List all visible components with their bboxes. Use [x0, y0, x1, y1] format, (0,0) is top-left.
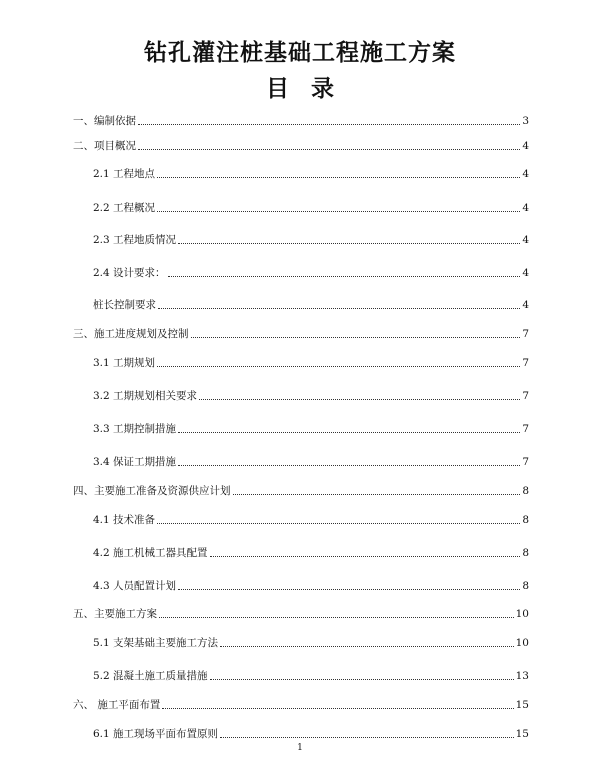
toc-entry-page: 13 — [515, 670, 529, 682]
toc-entry-label: 2.3 工程地质情况 — [93, 234, 177, 246]
toc-entry-page: 4 — [522, 299, 529, 311]
dot-leader — [178, 432, 520, 433]
toc-entry-label: 4.2 施工机械工器具配置 — [93, 547, 208, 559]
toc-entry[interactable] — [73, 325, 529, 341]
toc-entry[interactable] — [93, 725, 529, 741]
toc-entry-label: 5.1 支架基础主要施工方法 — [93, 637, 219, 649]
toc-entry-label: 四、主要施工准备及资源供应计划 — [73, 485, 231, 497]
toc-entry-label: 2.4 设计要求： — [93, 267, 166, 279]
toc-entry[interactable] — [93, 354, 529, 370]
dot-leader — [233, 494, 521, 495]
toc-entry[interactable] — [73, 482, 529, 498]
toc-entry[interactable] — [93, 387, 529, 403]
dot-leader — [220, 737, 514, 738]
document-title: 钻孔灌注桩基础工程施工方案 — [144, 40, 456, 66]
toc-entry[interactable] — [93, 296, 529, 312]
dot-leader — [210, 679, 514, 680]
dot-leader — [210, 556, 521, 557]
toc-entry-label: 4.1 技术准备 — [93, 514, 156, 526]
toc-entry-page: 7 — [522, 456, 529, 468]
toc-entry-label: 一、编制依据 — [73, 115, 136, 127]
toc-entry[interactable] — [93, 165, 529, 181]
dot-leader — [138, 124, 520, 125]
dot-leader — [157, 211, 520, 212]
toc-entry-label: 5.2 混凝土施工质量措施 — [93, 670, 208, 682]
dot-leader — [157, 523, 520, 524]
toc-entry-label: 二、项目概况 — [73, 140, 136, 152]
dot-leader — [191, 337, 521, 338]
toc-entry[interactable] — [73, 137, 529, 153]
dot-leader — [138, 149, 520, 150]
toc-entry-label: 2.2 工程概况 — [93, 202, 156, 214]
toc-entry-page: 7 — [522, 423, 529, 435]
toc-entry[interactable] — [73, 605, 529, 621]
toc-entry-page: 8 — [522, 514, 529, 526]
toc-entry-page: 3 — [522, 115, 529, 127]
dot-leader — [199, 399, 520, 400]
toc-entry[interactable] — [73, 112, 529, 128]
toc-entry[interactable] — [93, 264, 529, 280]
toc-entry[interactable] — [93, 231, 529, 247]
toc-entry-page: 4 — [522, 140, 529, 152]
toc-entry-label: 三、施工进度规划及控制 — [73, 328, 189, 340]
dot-leader — [157, 177, 520, 178]
dot-leader — [168, 276, 521, 277]
toc-entry-label: 桩长控制要求 — [93, 299, 156, 311]
toc-entry-label: 2.1 工程地点 — [93, 168, 156, 180]
page-number: 1 — [297, 743, 303, 753]
toc-entry-page: 7 — [522, 357, 529, 369]
toc-entry-page: 8 — [522, 547, 529, 559]
dot-leader — [178, 465, 520, 466]
toc-entry-label: 六、 施工平面布置 — [73, 699, 161, 711]
toc-entry-page: 15 — [515, 699, 529, 711]
dot-leader — [158, 308, 520, 309]
toc-entry[interactable] — [93, 577, 529, 593]
toc-entry-page: 7 — [522, 328, 529, 340]
toc-entry[interactable] — [93, 634, 529, 650]
dot-leader — [178, 589, 520, 590]
dot-leader — [178, 243, 520, 244]
toc-entry-page: 7 — [522, 390, 529, 402]
toc-entry-label: 4.3 人员配置计划 — [93, 580, 177, 592]
toc-entry-page: 4 — [522, 267, 529, 279]
dot-leader — [162, 708, 513, 709]
toc-entry[interactable] — [93, 667, 529, 683]
toc-entry[interactable] — [93, 544, 529, 560]
toc-entry-page: 4 — [522, 202, 529, 214]
toc-entry-label: 6.1 施工现场平面布置原则 — [93, 728, 219, 740]
toc-entry[interactable] — [73, 696, 529, 712]
toc-entry-label: 五、主要施工方案 — [73, 608, 157, 620]
dot-leader — [159, 617, 514, 618]
toc-entry[interactable] — [93, 511, 529, 527]
dot-leader — [157, 366, 520, 367]
toc-entry-page: 8 — [522, 485, 529, 497]
toc-entry-page: 15 — [515, 728, 529, 740]
toc-entry-label: 3.2 工期规划相关要求 — [93, 390, 198, 402]
toc-entry-page: 10 — [515, 637, 529, 649]
toc-entry[interactable] — [93, 199, 529, 215]
toc-entry-label: 3.1 工期规划 — [93, 357, 156, 369]
toc-entry[interactable] — [93, 420, 529, 436]
toc-entry-label: 3.3 工期控制措施 — [93, 423, 177, 435]
toc-entry-page: 4 — [522, 234, 529, 246]
toc-entry-page: 4 — [522, 168, 529, 180]
toc-entry-label: 3.4 保证工期措施 — [93, 456, 177, 468]
dot-leader — [220, 646, 514, 647]
toc-heading: 目录 — [266, 75, 356, 102]
toc-entry-page: 10 — [515, 608, 529, 620]
toc-entry[interactable] — [93, 453, 529, 469]
toc-entry-page: 8 — [522, 580, 529, 592]
